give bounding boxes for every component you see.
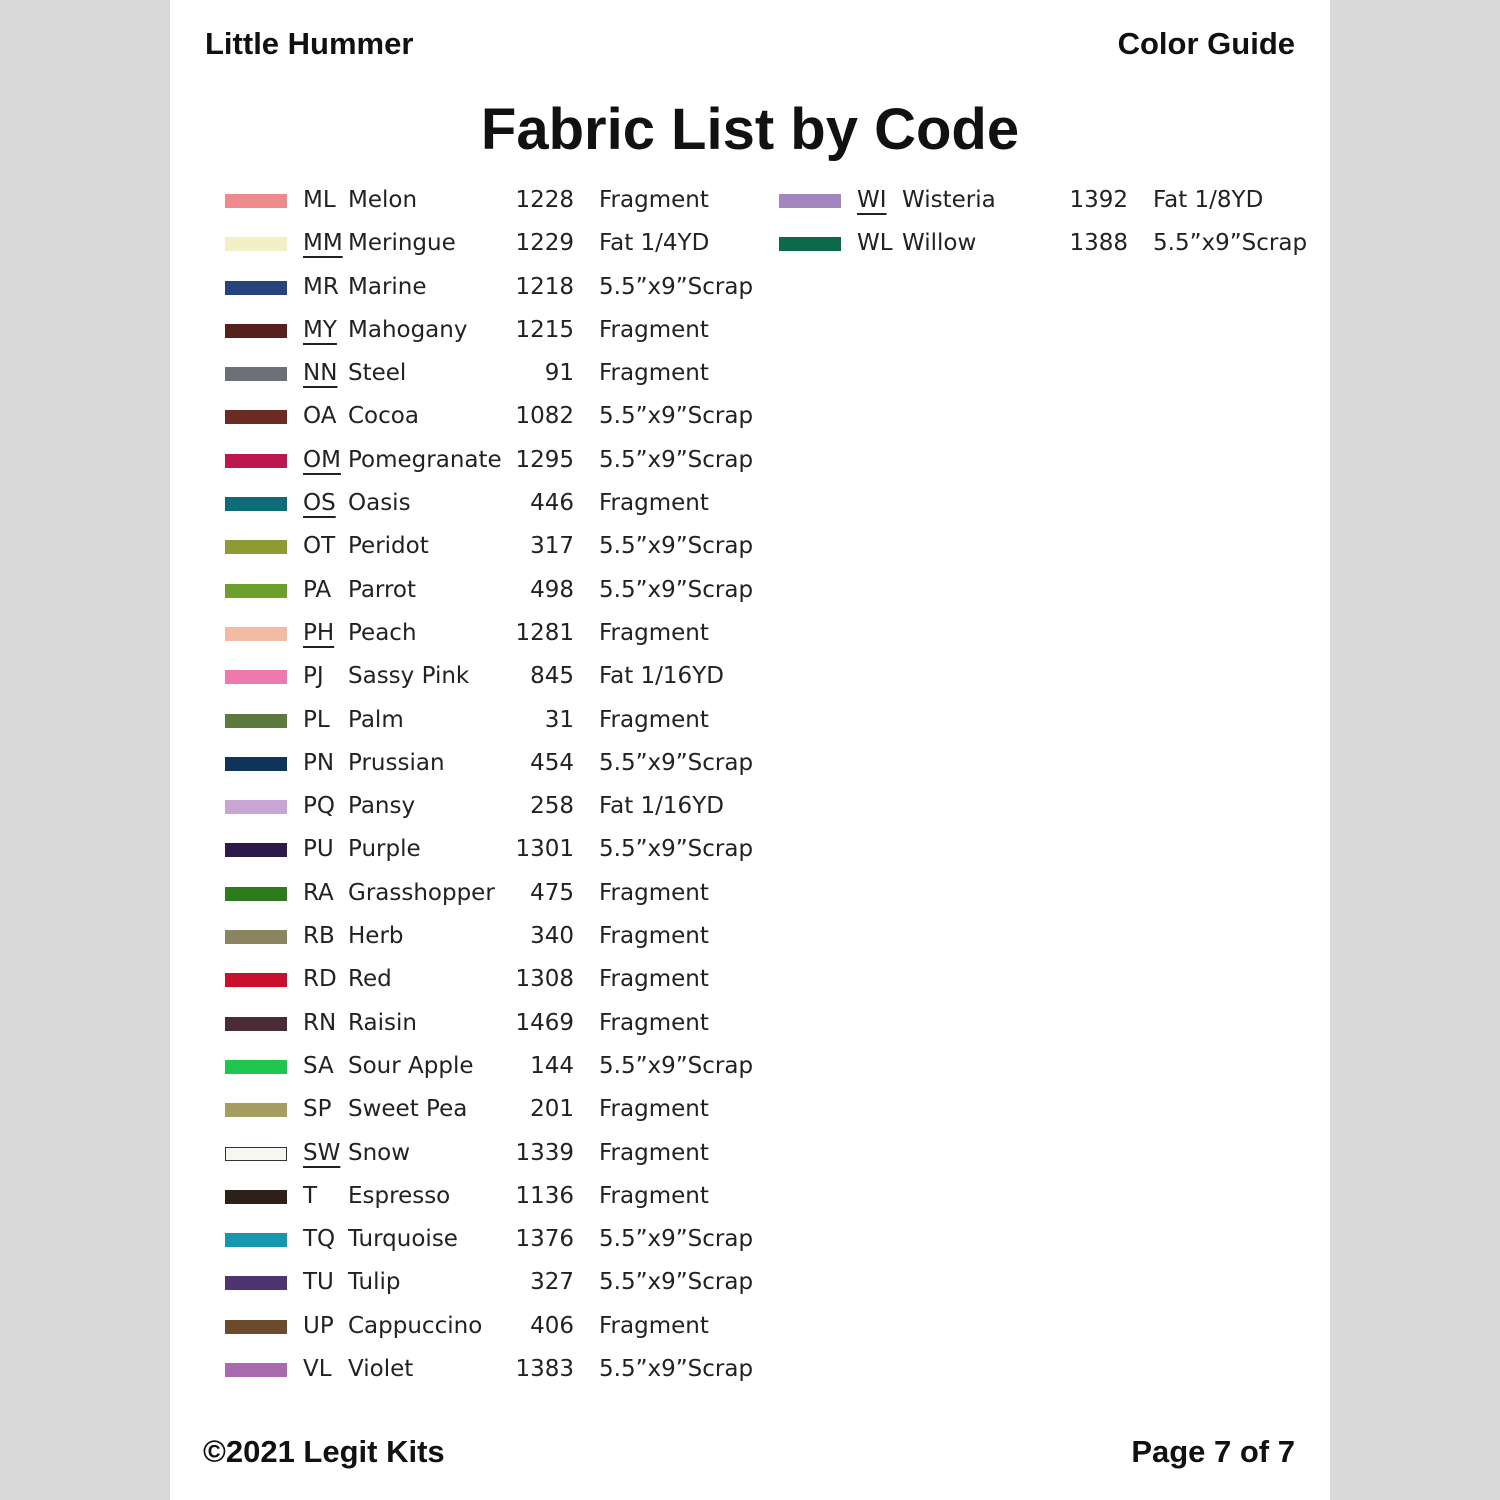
fabric-code: WL (857, 230, 893, 257)
fabric-number: 258 (530, 793, 574, 820)
page-number: Page 7 of 7 (1131, 1434, 1295, 1469)
fabric-number: 1301 (515, 836, 574, 863)
fabric-size: Fragment (599, 923, 709, 950)
fabric-code: SW (303, 1139, 341, 1166)
fabric-number: 1228 (515, 187, 574, 213)
fabric-size: Fragment (599, 360, 709, 387)
fabric-name: Cocoa (348, 403, 419, 430)
color-swatch (225, 410, 287, 424)
fabric-number: 1392 (1069, 187, 1128, 213)
color-swatch (225, 930, 287, 944)
fabric-code: TQ (303, 1226, 336, 1253)
fabric-size: Fragment (599, 619, 709, 646)
fabric-number: 1082 (515, 403, 574, 430)
fabric-size: 5.5”x9”Scrap (599, 403, 754, 430)
fabric-number: 1136 (515, 1182, 574, 1209)
fabric-code: SP (303, 1096, 332, 1123)
fabric-number: 454 (530, 749, 574, 776)
fabric-size: 5.5”x9”Scrap (599, 1356, 754, 1383)
fabric-code: RB (303, 923, 335, 950)
color-swatch (225, 800, 287, 814)
fabric-code: MY (303, 316, 337, 343)
color-swatch (225, 324, 287, 338)
fabric-size: Fragment (599, 1139, 709, 1166)
color-swatch (779, 237, 841, 251)
fabric-name: Sweet Pea (348, 1096, 468, 1123)
fabric-size: 5.5”x9”Scrap (599, 836, 754, 863)
fabric-number: 1295 (515, 446, 574, 473)
fabric-name: Marine (348, 273, 427, 300)
copyright: ©2021 Legit Kits (203, 1434, 445, 1469)
fabric-code: VL (303, 1356, 332, 1383)
fabric-name: Peach (348, 619, 417, 646)
fabric-name: Meringue (348, 230, 456, 257)
fabric-code: SA (303, 1052, 334, 1079)
fabric-size: 5.5”x9”Scrap (599, 576, 754, 603)
guide-label: Color Guide (1117, 26, 1295, 61)
page-title: Fabric List by Code (480, 97, 1020, 162)
fabric-code: OT (303, 533, 336, 560)
fabric-code: OS (303, 490, 336, 517)
fabric-name: Violet (348, 1356, 414, 1383)
fabric-size: Fragment (599, 879, 709, 906)
fabric-name: Parrot (348, 576, 417, 603)
fabric-number: 1229 (515, 230, 574, 257)
fabric-code: ML (303, 187, 336, 213)
fabric-number: 1339 (515, 1139, 574, 1166)
fabric-size: Fragment (599, 706, 709, 733)
fabric-size: Fragment (599, 1009, 709, 1036)
fabric-size: Fragment (599, 187, 709, 213)
color-swatch (225, 1060, 287, 1074)
fabric-number: 1383 (515, 1356, 574, 1383)
color-swatch (225, 497, 287, 511)
color-guide-page (170, 0, 1330, 1500)
fabric-number: 1388 (1069, 230, 1128, 257)
fabric-name: Melon (348, 187, 418, 213)
fabric-code: PL (303, 706, 330, 733)
fabric-code: UP (303, 1312, 334, 1339)
fabric-size: 5.5”x9”Scrap (599, 446, 754, 473)
fabric-code: OM (303, 446, 341, 473)
fabric-number: 201 (530, 1096, 574, 1123)
fabric-number: 31 (544, 706, 574, 733)
fabric-number: 446 (530, 490, 574, 517)
fabric-code: WI (857, 187, 887, 213)
fabric-code: PQ (303, 793, 335, 820)
fabric-size: Fragment (599, 1096, 709, 1123)
fabric-name: Peridot (348, 533, 429, 560)
color-swatch (225, 627, 287, 641)
fabric-name: Pansy (348, 793, 416, 820)
fabric-number: 1215 (515, 316, 574, 343)
color-swatch (225, 1190, 287, 1204)
fabric-code: PH (303, 619, 335, 646)
fabric-code: MM (303, 230, 343, 257)
fabric-number: 340 (530, 923, 574, 950)
fabric-number: 475 (530, 879, 574, 906)
fabric-name: Sour Apple (348, 1052, 474, 1079)
fabric-size: 5.5”x9”Scrap (599, 1226, 754, 1253)
fabric-name: Oasis (348, 490, 411, 517)
fabric-name: Willow (902, 230, 977, 257)
fabric-name: Red (348, 966, 392, 993)
fabric-code: PA (303, 576, 332, 603)
fabric-name: Grasshopper (348, 879, 495, 906)
fabric-size: Fat 1/16YD (599, 793, 724, 820)
color-swatch (225, 237, 287, 251)
fabric-number: 498 (530, 576, 574, 603)
color-swatch (225, 1103, 287, 1117)
fabric-size: Fragment (599, 1182, 709, 1209)
fabric-name: Snow (348, 1139, 411, 1166)
fabric-code: PJ (303, 663, 324, 690)
fabric-number: 1376 (515, 1226, 574, 1253)
color-swatch (225, 757, 287, 771)
color-swatch (225, 714, 287, 728)
fabric-size: 5.5”x9”Scrap (1153, 230, 1308, 257)
fabric-name: Herb (348, 923, 404, 950)
fabric-name: Tulip (348, 1269, 401, 1296)
fabric-number: 317 (530, 533, 574, 560)
fabric-name: Palm (348, 706, 404, 733)
color-swatch (779, 194, 841, 208)
fabric-code: PN (303, 749, 335, 776)
color-swatch (225, 1017, 287, 1031)
fabric-name: Steel (348, 360, 407, 387)
fabric-size: Fat 1/4YD (599, 230, 710, 257)
fabric-name: Sassy Pink (348, 663, 470, 690)
color-swatch (225, 1147, 287, 1161)
fabric-size: Fat 1/16YD (599, 663, 724, 690)
color-swatch (225, 887, 287, 901)
color-swatch (225, 367, 287, 381)
color-swatch (225, 1320, 287, 1334)
fabric-code: OA (303, 403, 337, 430)
fabric-size: Fragment (599, 966, 709, 993)
color-swatch (225, 584, 287, 598)
fabric-name: Mahogany (348, 316, 468, 343)
fabric-number: 845 (530, 663, 574, 690)
fabric-number: 1469 (515, 1009, 574, 1036)
fabric-code: NN (303, 360, 338, 387)
color-swatch (225, 1363, 287, 1377)
fabric-code: MR (303, 273, 339, 300)
fabric-number: 1308 (515, 966, 574, 993)
fabric-size: 5.5”x9”Scrap (599, 533, 754, 560)
fabric-code: RA (303, 879, 334, 906)
fabric-code: RD (303, 966, 337, 993)
fabric-number: 1218 (515, 273, 574, 300)
fabric-size: 5.5”x9”Scrap (599, 1052, 754, 1079)
fabric-number: 406 (530, 1312, 574, 1339)
fabric-code: PU (303, 836, 334, 863)
color-swatch (225, 1276, 287, 1290)
fabric-number: 144 (530, 1052, 574, 1079)
fabric-name: Purple (348, 836, 421, 863)
fabric-name: Raisin (348, 1009, 417, 1036)
fabric-name: Cappuccino (348, 1312, 483, 1339)
fabric-size: Fragment (599, 316, 709, 343)
color-swatch (225, 454, 287, 468)
fabric-size: Fragment (599, 1312, 709, 1339)
fabric-name: Prussian (348, 749, 445, 776)
fabric-name: Espresso (348, 1182, 451, 1209)
fabric-code: TU (303, 1269, 334, 1296)
fabric-number: 91 (544, 360, 574, 387)
fabric-size: Fat 1/8YD (1153, 187, 1264, 213)
fabric-name: Pomegranate (348, 446, 502, 473)
color-swatch (225, 973, 287, 987)
color-swatch (225, 1233, 287, 1247)
fabric-name: Turquoise (348, 1226, 458, 1253)
fabric-size: 5.5”x9”Scrap (599, 1269, 754, 1296)
fabric-name: Wisteria (902, 187, 996, 213)
color-swatch (225, 281, 287, 295)
color-swatch (225, 670, 287, 684)
color-swatch (225, 194, 287, 208)
fabric-code: RN (303, 1009, 337, 1036)
fabric-size: 5.5”x9”Scrap (599, 273, 754, 300)
fabric-code: T (303, 1182, 318, 1209)
fabric-number: 1281 (515, 619, 574, 646)
color-swatch (225, 843, 287, 857)
fabric-size: Fragment (599, 490, 709, 517)
color-swatch (225, 540, 287, 554)
fabric-number: 327 (530, 1269, 574, 1296)
kit-name: Little Hummer (205, 26, 414, 61)
fabric-size: 5.5”x9”Scrap (599, 749, 754, 776)
